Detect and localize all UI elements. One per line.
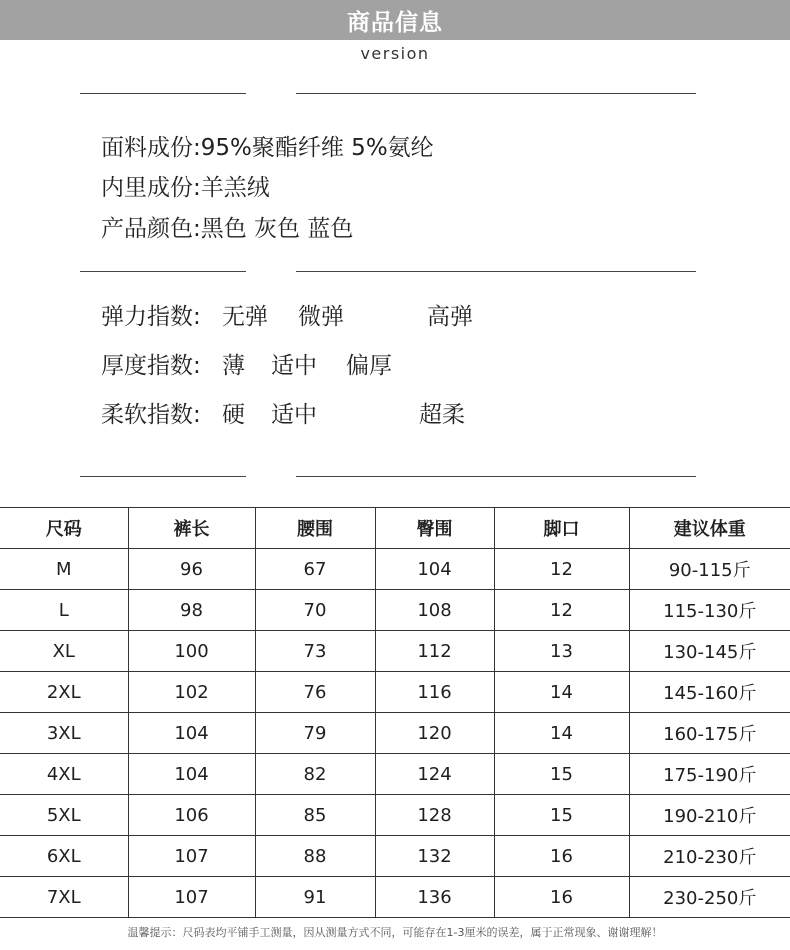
cell-size: 2XL — [0, 672, 128, 713]
table-row — [0, 713, 790, 754]
thickness-option-thin: 薄 — [222, 353, 245, 379]
cell-weight: 145-160斤 — [629, 672, 790, 713]
cell-hip: 128 — [375, 795, 494, 836]
header-length: 裤长 — [128, 508, 255, 549]
lining-row — [101, 173, 270, 203]
cell-hem: 16 — [494, 877, 629, 918]
thickness-option-medium: 适中 — [271, 353, 317, 379]
cell-weight: 210-230斤 — [629, 836, 790, 877]
cell-size: 3XL — [0, 713, 128, 754]
table-row — [0, 836, 790, 877]
header-hem: 脚口 — [494, 508, 629, 549]
thickness-row — [101, 351, 201, 381]
stretch-option-high: 高弹 — [427, 304, 473, 330]
divider-right — [296, 93, 696, 94]
cell-length: 102 — [128, 672, 255, 713]
cell-waist: 67 — [255, 549, 375, 590]
color-label: 产品颜色 — [101, 216, 193, 242]
table-row — [0, 795, 790, 836]
cell-waist: 85 — [255, 795, 375, 836]
separator: : — [193, 216, 201, 242]
cell-hip: 136 — [375, 877, 494, 918]
divider-left — [80, 476, 246, 477]
cell-weight: 115-130斤 — [629, 590, 790, 631]
separator: : — [193, 353, 201, 379]
cell-weight: 90-115斤 — [629, 549, 790, 590]
stretch-row — [101, 302, 201, 332]
lining-label: 内里成份 — [101, 175, 193, 201]
cell-length: 106 — [128, 795, 255, 836]
cell-hip: 116 — [375, 672, 494, 713]
cell-waist: 70 — [255, 590, 375, 631]
table-row — [0, 631, 790, 672]
cell-hem: 15 — [494, 754, 629, 795]
cell-hem: 14 — [494, 672, 629, 713]
header-waist: 腰围 — [255, 508, 375, 549]
cell-hip: 104 — [375, 549, 494, 590]
header-size: 尺码 — [0, 508, 128, 549]
cell-size: 7XL — [0, 877, 128, 918]
cell-weight: 160-175斤 — [629, 713, 790, 754]
table-row — [0, 549, 790, 590]
size-table — [0, 507, 790, 918]
thickness-label: 厚度指数 — [101, 353, 193, 379]
cell-waist: 91 — [255, 877, 375, 918]
table-row — [0, 672, 790, 713]
cell-size: 4XL — [0, 754, 128, 795]
cell-hem: 12 — [494, 549, 629, 590]
table-row — [0, 754, 790, 795]
cell-weight: 130-145斤 — [629, 631, 790, 672]
softness-label: 柔软指数 — [101, 402, 193, 428]
cell-length: 96 — [128, 549, 255, 590]
separator: : — [193, 135, 201, 161]
cell-hip: 132 — [375, 836, 494, 877]
cell-waist: 79 — [255, 713, 375, 754]
table-header-row — [0, 508, 790, 549]
separator: : — [193, 402, 201, 428]
page-subtitle: version — [360, 44, 430, 63]
header-hip: 臀围 — [375, 508, 494, 549]
color-row — [101, 214, 353, 244]
material-value: 95%聚酯纤维 5%氨纶 — [200, 135, 434, 161]
cell-size: 6XL — [0, 836, 128, 877]
cell-weight: 190-210斤 — [629, 795, 790, 836]
cell-waist: 76 — [255, 672, 375, 713]
material-label: 面料成份 — [101, 135, 193, 161]
page-title: 商品信息 — [347, 10, 443, 36]
cell-hem: 15 — [494, 795, 629, 836]
softness-row — [101, 400, 201, 430]
cell-length: 104 — [128, 754, 255, 795]
cell-waist: 82 — [255, 754, 375, 795]
cell-size: XL — [0, 631, 128, 672]
cell-hip: 124 — [375, 754, 494, 795]
lining-value: 羊羔绒 — [200, 175, 270, 201]
header-weight: 建议体重 — [629, 508, 790, 549]
divider-left — [80, 93, 246, 94]
cell-waist: 73 — [255, 631, 375, 672]
stretch-option-slight: 微弹 — [298, 304, 344, 330]
cell-weight: 175-190斤 — [629, 754, 790, 795]
stretch-label: 弹力指数 — [101, 304, 193, 330]
cell-hip: 120 — [375, 713, 494, 754]
cell-length: 107 — [128, 836, 255, 877]
footnote: 温馨提示：尺码表均平铺手工测量，因从测量方式不同，可能存在1-3厘米的误差，属于正常现象、谢谢理解！ — [127, 926, 663, 939]
cell-hem: 14 — [494, 713, 629, 754]
cell-size: L — [0, 590, 128, 631]
cell-size: M — [0, 549, 128, 590]
stretch-option-none: 无弹 — [222, 304, 268, 330]
cell-weight: 230-250斤 — [629, 877, 790, 918]
divider-right — [296, 476, 696, 477]
cell-waist: 88 — [255, 836, 375, 877]
cell-size: 5XL — [0, 795, 128, 836]
softness-option-hard: 硬 — [222, 402, 245, 428]
color-value: 黑色 灰色 蓝色 — [200, 216, 354, 242]
cell-hip: 108 — [375, 590, 494, 631]
table-row — [0, 590, 790, 631]
cell-hem: 12 — [494, 590, 629, 631]
cell-length: 100 — [128, 631, 255, 672]
cell-hem: 13 — [494, 631, 629, 672]
divider-right — [296, 271, 696, 272]
softness-option-super-soft: 超柔 — [419, 402, 465, 428]
separator: : — [193, 175, 201, 201]
separator: : — [193, 304, 201, 330]
cell-length: 98 — [128, 590, 255, 631]
cell-length: 104 — [128, 713, 255, 754]
table-row — [0, 877, 790, 918]
cell-length: 107 — [128, 877, 255, 918]
material-row — [101, 133, 434, 163]
divider-left — [80, 271, 246, 272]
thickness-option-thick: 偏厚 — [346, 353, 392, 379]
softness-option-medium: 适中 — [271, 402, 317, 428]
cell-hip: 112 — [375, 631, 494, 672]
cell-hem: 16 — [494, 836, 629, 877]
